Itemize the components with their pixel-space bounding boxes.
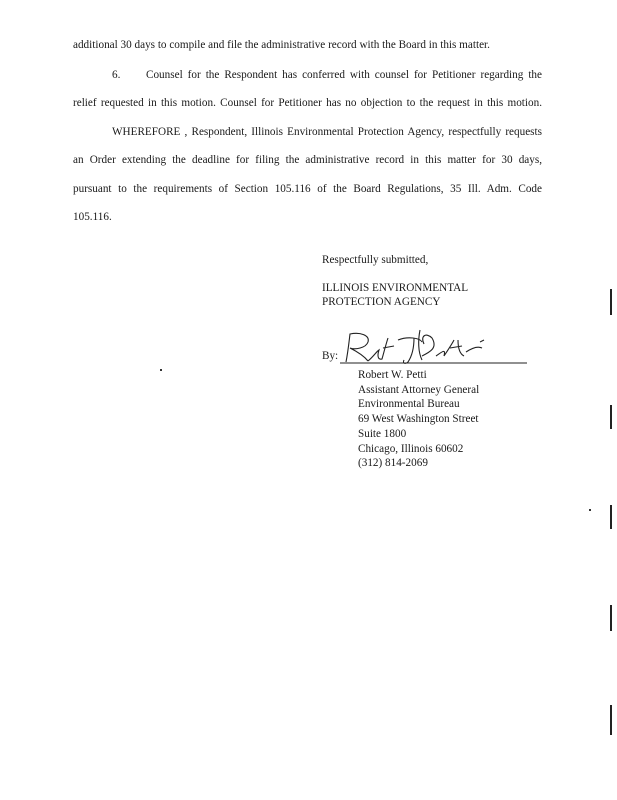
attorney-address-block: [358, 368, 479, 471]
closing: Respectfully submitted,: [322, 254, 429, 266]
wherefore-line-2: an Order extending the deadline for filing the administrative record in this matter for 30 days,: [73, 154, 542, 166]
paragraph-number: 6.: [112, 69, 121, 81]
wherefore-line-1: WHEREFORE , Respondent, Illinois Environmental Protection Agency, respectfully requests: [112, 126, 542, 138]
street-address: 69 West Washington Street: [358, 413, 479, 426]
by-label: By:: [322, 350, 339, 362]
scan-artifact-mark: [610, 289, 612, 315]
suite-number: Suite 1800: [358, 427, 407, 440]
scan-artifact-mark: [610, 405, 612, 429]
wherefore-line-3: pursuant to the requirements of Section 105.116 of the Board Regulations, 35 Ill. Adm. Code: [73, 183, 542, 195]
agency-name-line-2: PROTECTION AGENCY: [322, 296, 441, 308]
paragraph-6-line-2: relief requested in this motion. Counsel for Petitioner has no objection to the request in this motion.: [73, 97, 542, 109]
scan-artifact-mark: [610, 505, 612, 529]
scan-speck: [160, 369, 162, 371]
attorney-title: Assistant Attorney General: [358, 383, 480, 396]
paragraph-6-line-1: Counsel for the Respondent has conferred with counsel for Petitioner regarding the: [146, 69, 542, 81]
handwritten-signature: [322, 326, 532, 372]
scan-artifact-mark: [610, 705, 612, 735]
scan-artifact-mark: [610, 605, 612, 631]
attorney-name: Robert W. Petti: [358, 369, 427, 381]
agency-name-line-1: ILLINOIS ENVIRONMENTAL: [322, 282, 469, 294]
city-state-zip: Chicago, Illinois 60602: [358, 442, 464, 455]
phone-number: (312) 814-2069: [358, 457, 428, 470]
bureau-name: Environmental Bureau: [358, 398, 460, 411]
wherefore-line-4: 105.116.: [73, 211, 112, 223]
scan-speck: [589, 509, 591, 511]
continuation-line: additional 30 days to compile and file the administrative record with the Board in this matter.: [73, 39, 490, 51]
